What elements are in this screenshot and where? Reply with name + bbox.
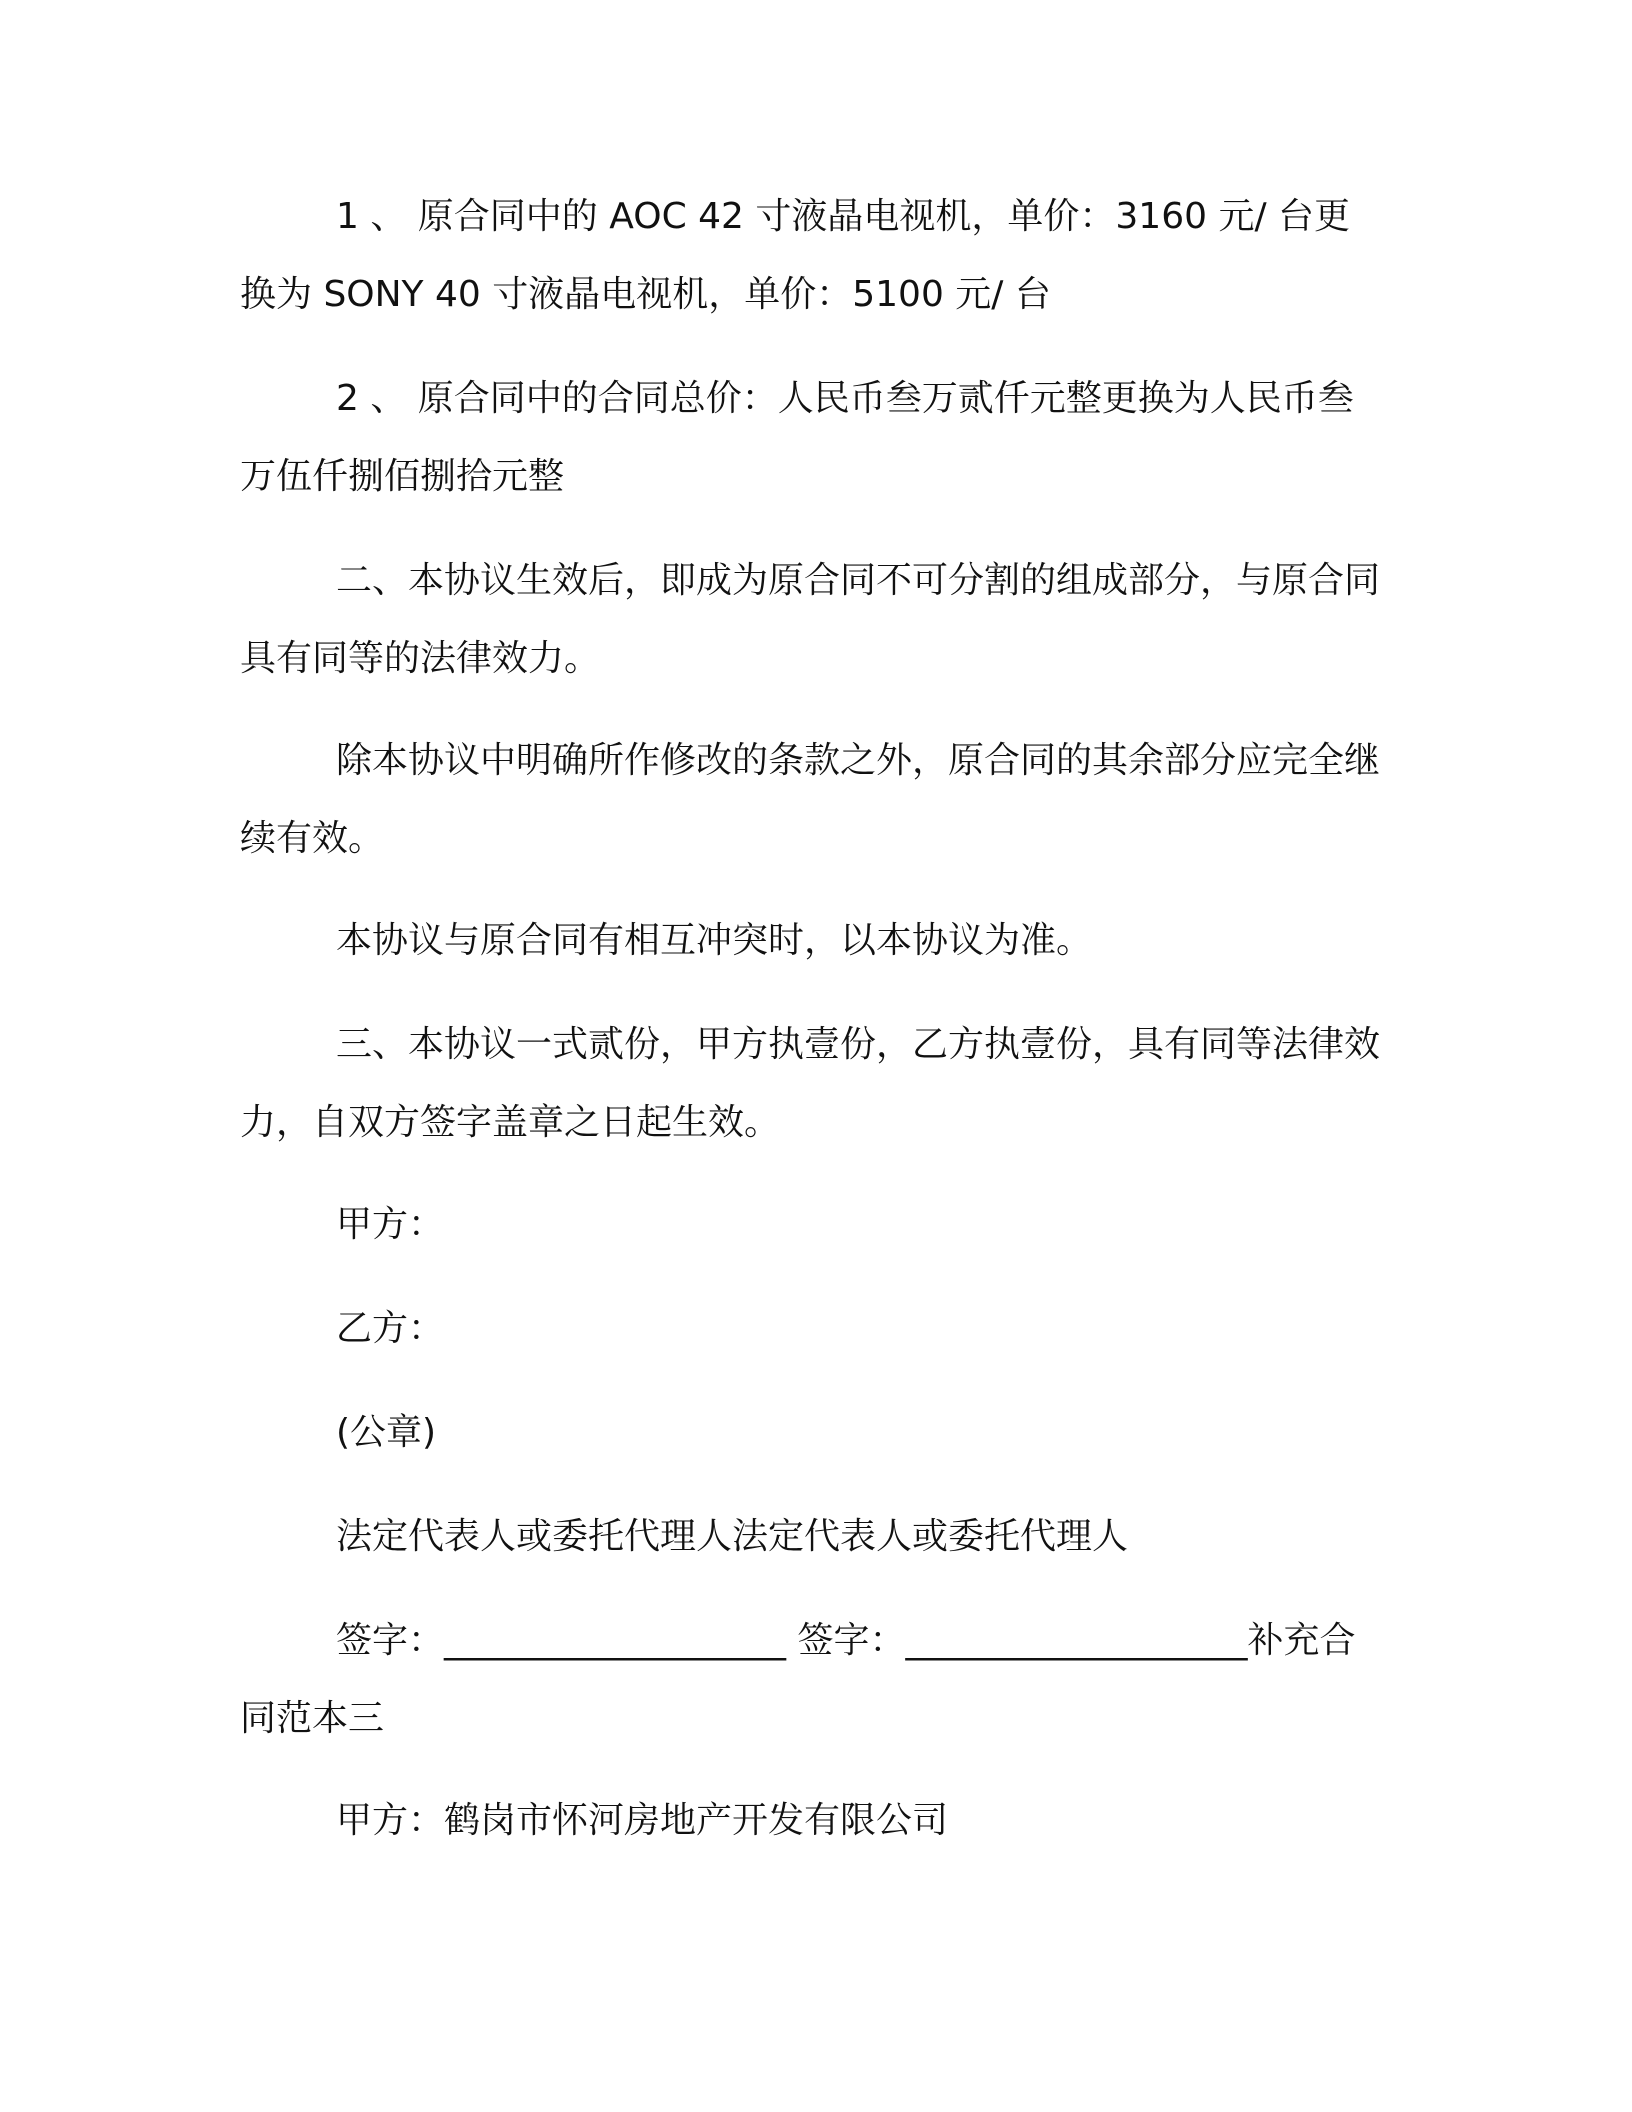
- party-b-label: 乙方：: [336, 1308, 445, 1349]
- clause-2-total-price: 2 、 原合同中的合同总价：人民币叁万贰仟元整更换为人民币叁万伍仟捌佰捌拾元整: [240, 378, 1354, 497]
- clause-remaining-valid: 除本协议中明确所作修改的条款之外，原合同的其余部分应完全继续有效。: [240, 740, 1381, 859]
- party-a-label: 甲方：: [336, 1204, 445, 1245]
- signature-line: 签字：___________________ 签字：___________________补充合同范本三: [240, 1620, 1356, 1739]
- clause-1-tv-replacement: 1 、 原合同中的 AOC 42 寸液晶电视机，单价：3160 元/ 台更换为 SONY 40 寸液晶电视机，单价：5100 元/ 台: [240, 196, 1351, 315]
- official-seal-label: (公章): [336, 1412, 437, 1453]
- clause-three-copies: 三、本协议一式贰份，甲方执壹份，乙方执壹份，具有同等法律效力，自双方签字盖章之日起生效。: [240, 1024, 1381, 1143]
- legal-representative-label: 法定代表人或委托代理人法定代表人或委托代理人: [336, 1516, 1129, 1557]
- clause-conflict-priority: 本协议与原合同有相互冲突时，以本协议为准。: [336, 920, 1093, 961]
- party-a-company: 甲方：鹤岗市怀河房地产开发有限公司: [336, 1800, 949, 1841]
- clause-two-effectiveness: 二、本协议生效后，即成为原合同不可分割的组成部分，与原合同具有同等的法律效力。: [240, 560, 1381, 679]
